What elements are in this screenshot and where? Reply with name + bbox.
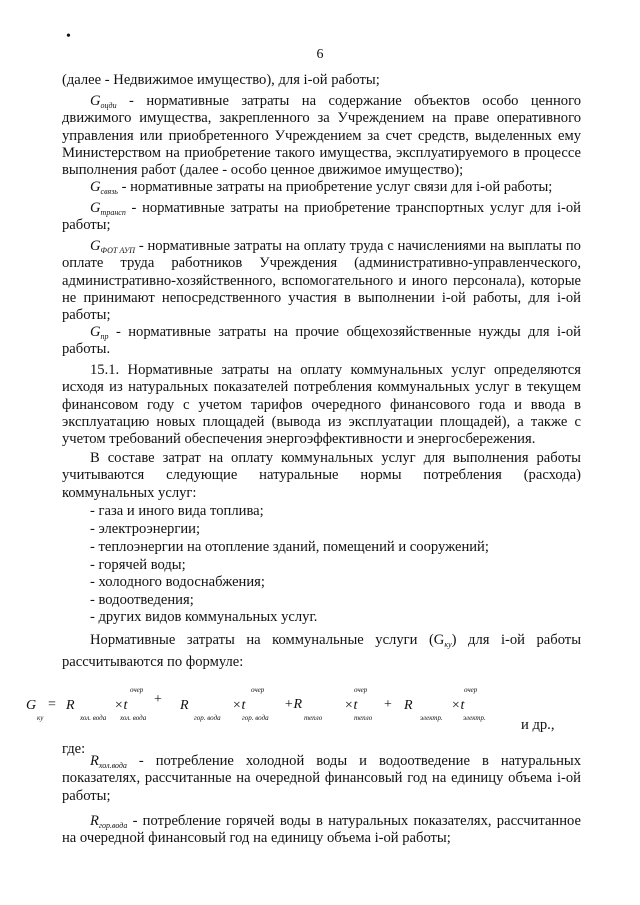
symbol-subscript: ку (444, 640, 452, 649)
paragraph-formula-intro: Нормативные затраты на коммунальные услуги $(G_{ку})$ для i-ой работы рассчитываются по формуле: (62, 632, 581, 670)
symbol-subscript: пр (100, 332, 109, 341)
list-item: - горячей воды; (90, 557, 186, 573)
symbol-g: G (90, 93, 101, 109)
symbol-subscript: оцди (100, 101, 117, 110)
paragraph-text: - нормативные затраты на приобретение транспортных услуг для i-ой работы; (62, 200, 581, 234)
list-item: - электроэнергии; (90, 521, 201, 537)
symbol-r: R (90, 813, 99, 829)
formula-equals: = (48, 697, 56, 712)
scan-mark: • (66, 29, 71, 44)
paragraph-g-fot-aup (62, 238, 581, 324)
paragraph-g-ocdi (62, 93, 581, 179)
formula-plus-r: +R (284, 697, 302, 712)
symbol-g: G (90, 324, 101, 340)
paragraph-15-1: 15.1. Нормативные затраты на оплату коммунальных услуг определяются исходя из натуральных показателей потребления коммунальных услуг в текущем финансовом году с учетом тарифов очередного финансового года и ввода в эксплуатацию новых площадей (вывода из эксплуатации площадей), а также с учетом требований обеспечения энергоэффективности и энергосбережения. (62, 362, 581, 448)
page-number: 6 (316, 47, 324, 62)
paragraph-g-svyaz (62, 179, 581, 196)
list-item: - водоотведения; (90, 592, 194, 608)
formula-r: R (180, 698, 189, 713)
formula-times-t: ×t (344, 698, 358, 713)
formula-subscript: электр. (463, 714, 486, 722)
formula-superscript: очер (464, 686, 478, 694)
formula-tail: и др., (521, 717, 555, 733)
paragraph-sostav: В составе затрат на оплату коммунальных услуг для выполнения работы учитываются следующие натуральные нормы потребления (расхода) коммунальных услуг: (62, 450, 581, 501)
symbol-subscript: ФОТ АУП (100, 246, 136, 255)
paragraph-text: - нормативные затраты на содержание объектов особо ценного движимого имущества, закрепленного за Учреждением на праве оперативного управления или приобретенного Учреждением за счет средств, выделенных ему Министерством на приобретение такого имущества, эксплуатируемого в процессе выполнения работ (далее - особо ценное движимое имущество); (62, 93, 581, 179)
formula-times-t: ×t (114, 698, 128, 713)
formula-times-t: ×t (232, 698, 246, 713)
symbol-g: G (90, 200, 101, 216)
where-label: где: (62, 741, 86, 757)
formula-subscript: тепло (304, 714, 323, 722)
symbol-g: G (90, 238, 101, 254)
paragraph-0: (далее - Недвижимое имущество), для i-ой работы; (62, 72, 380, 88)
symbol-g: G (90, 179, 101, 195)
paragraph-text: - нормативные затраты на оплату труда с начислениями на выплаты по оплате труда работников Учреждения (административно-управленческого, административно-хозяйственного, вспомогательного и иного персонала), которые не принимают непосредственного участия в выполнении i-ой работы, для i-ой работы; (62, 238, 581, 324)
formula-subscript: гор. вода (194, 714, 221, 722)
formula-subscript: хол. вода (120, 714, 147, 722)
symbol-r: R (90, 753, 99, 769)
symbol-subscript: трансп (100, 208, 126, 217)
list-item: - газа и иного вида топлива; (90, 503, 264, 519)
formula-subscript: тепло (354, 714, 373, 722)
formula-plus: + (384, 697, 392, 712)
formula-r: R (66, 698, 75, 713)
formula-g: G (26, 698, 37, 713)
formula-superscript: очер (251, 686, 265, 694)
formula-times-t: ×t (451, 698, 465, 713)
paragraph-text: - нормативные затраты на приобретение услуг связи для i-ой работы; (117, 179, 553, 195)
formula-superscript: очер (130, 686, 144, 694)
paragraph-g-pr (62, 324, 581, 359)
formula-subscript: электр. (420, 714, 443, 722)
list-item: - холодного водоснабжения; (90, 574, 265, 590)
paragraph-text: - потребление холодной воды и водоотведение в натуральных показателях, рассчитанные на очередной финансовый год на единицу объема i-ой работы; (62, 753, 581, 804)
symbol-subscript: гор.вода (98, 821, 128, 830)
symbol-subscript: хол.вода (98, 761, 127, 770)
symbol-subscript: связь (100, 187, 118, 196)
formula-subscript: хол. вода (80, 714, 107, 722)
formula-subscript: гор. вода (242, 714, 269, 722)
formula-subscript: ку (37, 714, 44, 722)
list-item: - других видов коммунальных услуг. (90, 609, 318, 625)
list-item: - теплоэнергии на отопление зданий, помещений и сооружений; (90, 539, 489, 555)
paragraph-text: - нормативные затраты на прочие общехозяйственные нужды для i-ой работы. (62, 324, 581, 358)
formula-plus: + (154, 692, 162, 707)
formula-r: R (404, 698, 413, 713)
paragraph-r-gor-voda (62, 813, 581, 848)
paragraph-text: - потребление горячей воды в натуральных показателях, рассчитанное на очередной финансовый год на единицу объема i-ой работы; (62, 813, 581, 847)
paragraph-g-transp (62, 200, 581, 235)
formula-superscript: очер (354, 686, 368, 694)
paragraph-r-hol-voda (62, 753, 581, 805)
